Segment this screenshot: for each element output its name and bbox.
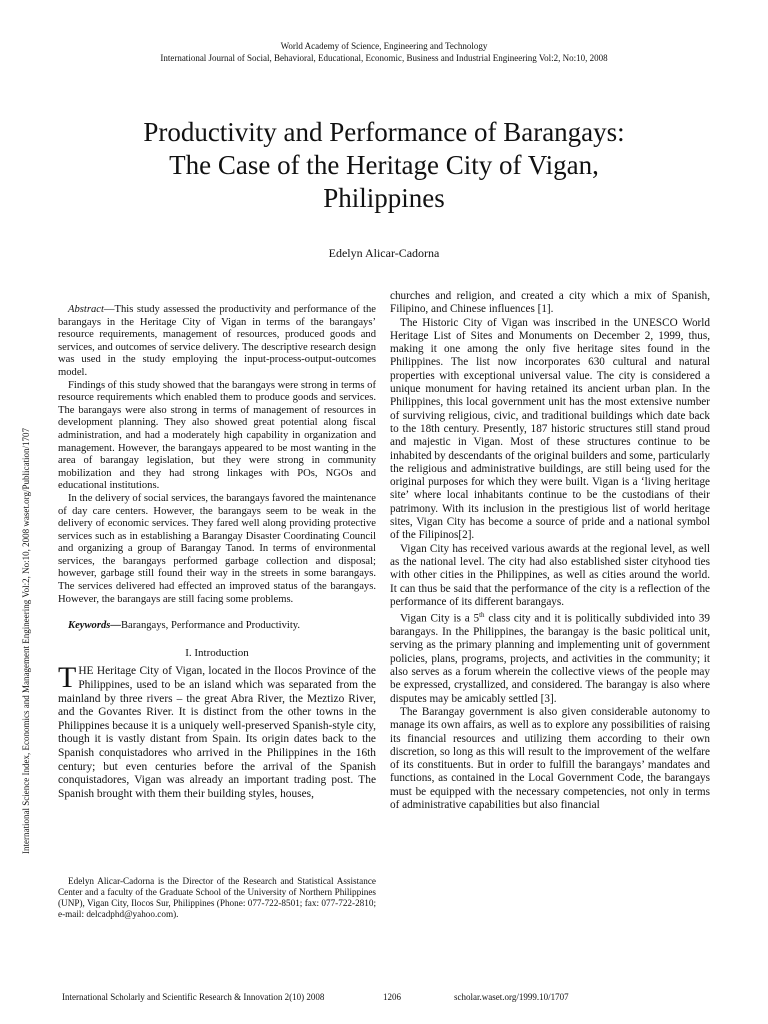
right-text-3b: class city and it is politically subdivided into 39 barangays. In the Philippines, the barangay is the basic political unit, serving as the primary planning and implementing unit of government policies, plans, programs, projects, and activities in the community; it also serves as a forum wherein the collective views of the people may be expressed, crystallized, and considered. The barangay is also where disputes may be amicably settled [3].	[390, 612, 710, 705]
right-text-3a: Vigan City is a 5	[400, 612, 480, 625]
right-paragraph-2: Vigan City has received various awards at the regional level, as well as the national level. The city had also established sister cityhood ties with other cities in the Philippines, as well as cities around the world. It can thus be said that the performance of the city is a reflection of the performance of its different barangays.	[390, 542, 710, 608]
abstract-label: Abstract	[68, 304, 104, 315]
header-line-1: World Academy of Science, Engineering and Technology	[280, 41, 488, 51]
keywords	[58, 620, 376, 633]
header-line-2: International Journal of Social, Behavioral, Educational, Economic, Business and Industrial Engineering Vol:2, No:10, 2008	[160, 53, 608, 63]
footer-left: International Scholarly and Scientific Research & Innovation 2(10) 2008	[62, 992, 325, 1002]
author-footnote	[58, 876, 376, 920]
paper-title	[60, 116, 708, 215]
superscript-th: th	[479, 611, 485, 620]
section-heading-introduction: I. Introduction	[185, 646, 249, 659]
intro-paragraph-1	[58, 661, 376, 801]
footer-right: scholar.waset.org/1999.10/1707	[454, 992, 569, 1002]
title-line-2: The Case of the Heritage City of Vigan,	[169, 150, 599, 180]
right-column	[390, 290, 710, 812]
sidebar-citation: International Science Index, Economics and Management Engineering Vol:2, No:10, 2008 waset.org/Publication/1707	[21, 428, 31, 854]
right-paragraph-1: The Historic City of Vigan was inscribed in the UNESCO World Heritage List of Sites and Monuments on December 2, 1999, thus, making it one among the only five heritage sites found in the Philippines. The list now incorporates 630 cultural and natural properties with exceptional universal value. The city is considered a unique monument for having retained its ancient urban plan. In the Philippines, this local government unit has the most extensive number of surviving religious, civic, and traditional buildings which date back to the 18th century. Presently, 187 historic structures still stand proud and majestic in Vigan. Most of these structures continue to be inhabited by descendants of the original builders and some, particularly the religious and administrative buildings, are still being used for the original purposes for which they were built. Vigan is a ‘living heritage site’ where local inhabitants continue to be the custodians of their patrimony. With its inclusion in the prestigious list of world heritage sites, Vigan City has become a source of pride and a national symbol of the Filipinos[2].	[390, 316, 710, 542]
intro-text-1: HE Heritage City of Vigan, located in the Ilocos Province of the Philippines, used to be an island which was separated from the mainland by three rivers – the great Abra River, the Meztizo River, and the Govantes River. It is distinct from the other towns in the Philippines because it is a uniquely well-preserved Spanish-style city, though it is vastly distant from Spain. Its origin dates back to the Spanish conquistadores who arrived in the Philippines in the 16th century; but even centuries before the arrival of the Spanish conquistadores, Vigan was already an important trading post. The Spanish brought with them their building styles, houses,	[58, 665, 376, 800]
title-line-1: Productivity and Performance of Barangays:	[143, 117, 625, 147]
footer-page-number: 1206	[383, 992, 401, 1002]
abstract-paragraph-1	[58, 304, 376, 380]
keywords-text: Barangays, Performance and Productivity.	[120, 620, 301, 632]
abstract-paragraph-3: In the delivery of social services, the barangays favored the maintenance of day care centers. However, the barangays seem to be weak in the delivery of economic services. They fared well along providing protective services such as in establishing a Barangay Disaster Coordinating Council and organizing a group of Barangay Tanod. In terms of environmental services, the barangays performed garbage collection and disposal; however, garbage still found their way in the streets in some barangays. The services delivered had effected an improved status of the barangays. However, the barangays are still facing some problems.	[58, 492, 376, 605]
right-paragraph-3	[390, 609, 710, 706]
keywords-label: Keywords—	[68, 620, 121, 632]
author-name: Edelyn Alicar-Cadorna	[328, 246, 440, 260]
drop-cap: T	[58, 661, 77, 695]
right-paragraph-0: churches and religion, and created a city which a mix of Spanish, Filipino, and Chinese influences [1].	[390, 290, 710, 316]
footnote-text: Edelyn Alicar-Cadorna is the Director of the Research and Statistical Assistance Center and a faculty of the Graduate School of the University of Northern Philippines (UNP), Vigan City, Ilocos Sur, Philippines (Phone: 077-722-8501; fax: 077-722-2810; e-mail: delcadphd@yahoo.com).	[58, 876, 376, 919]
journal-header	[0, 40, 768, 64]
title-line-3: Philippines	[323, 183, 445, 213]
abstract-dash: —	[103, 304, 115, 315]
right-paragraph-4: The Barangay government is also given considerable autonomy to manage its own affairs, as well as to explore any possibilities of raising its financial resources and utilizing them according to their own discretion, so long as this will result to the improvement of the welfare of its constituents. But in order to fulfill the barangays’ mandates and functions, as contained in the Local Government Code, the barangays must be equipped with the necessary competencies, not only in terms of administrative capabilities but also financial	[390, 705, 710, 812]
left-column	[58, 304, 376, 801]
abstract-text-1: This study assessed the productivity and performance of the barangays in the Heritage City of Vigan in terms of the barangays’ resource requirements, management of resources, produced goods and services, and outcomes of service delivery. The descriptive research design was used in the study employing the input-process-output-outcomes model.	[58, 304, 376, 378]
abstract-paragraph-2: Findings of this study showed that the barangays were strong in terms of resource requirements which enabled them to produce goods and services. The barangays were also strong in terms of management of resources in development planning. They also showed great potential along fiscal administration, and had a moderately high capability in organization and management. However, the barangays appeared to be most wanting in the area of barangay legislation, but they were strong in community mobilization and they had strong linkages with POs, NGOs and educational institutions.	[58, 379, 376, 492]
